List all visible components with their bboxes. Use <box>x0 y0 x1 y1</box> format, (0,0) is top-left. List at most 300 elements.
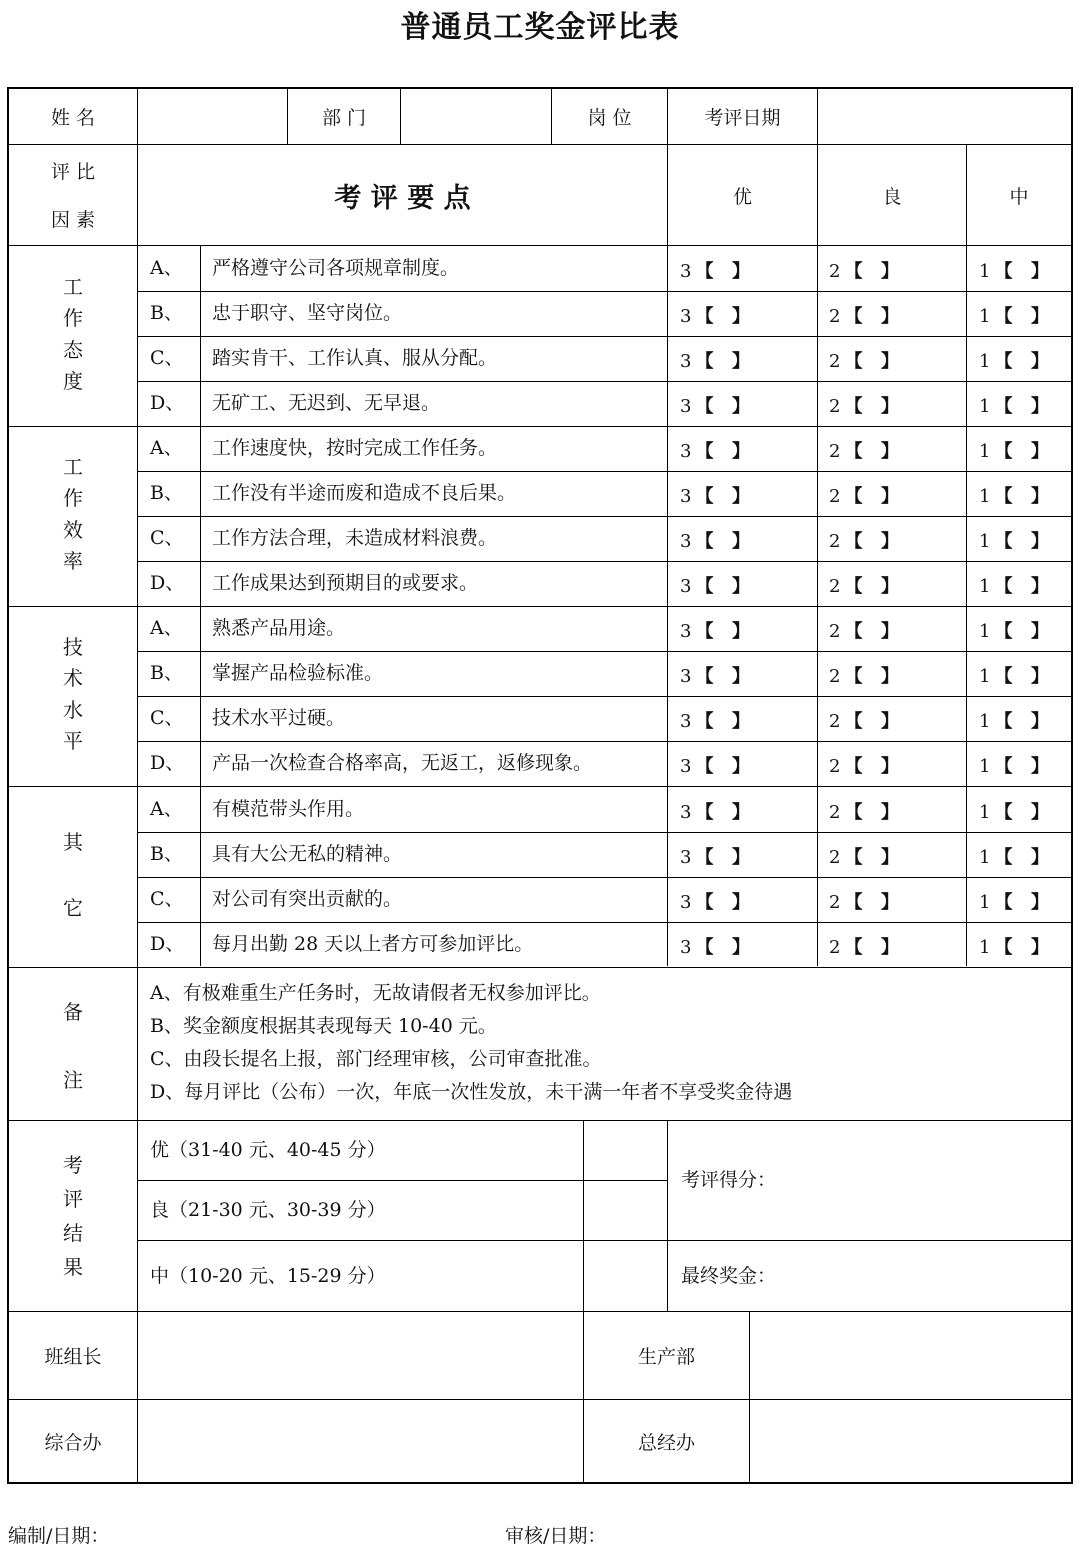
score-value: 3 <box>680 306 692 327</box>
grid-line <box>137 291 1072 292</box>
close-bracket: 】 <box>881 261 899 282</box>
good-score-box[interactable] <box>829 482 899 508</box>
score-value: 1 <box>979 531 991 552</box>
score-value: 2 <box>829 351 841 372</box>
close-bracket: 】 <box>881 666 899 687</box>
grid-line <box>966 145 967 245</box>
excellent-score-box[interactable] <box>680 257 750 283</box>
score-value: 1 <box>979 937 991 958</box>
grid-line <box>137 246 138 966</box>
team-leader-field[interactable] <box>138 1312 583 1399</box>
score-value: 3 <box>680 531 692 552</box>
gm-office-field[interactable] <box>750 1400 1071 1482</box>
open-bracket: 【 <box>844 441 863 462</box>
grid-line <box>137 877 1072 878</box>
item-letter: D、 <box>150 752 185 774</box>
good-score-box[interactable] <box>829 572 899 598</box>
excellent-header: 优 <box>732 185 752 208</box>
close-bracket: 】 <box>881 711 899 732</box>
medium-score-box[interactable] <box>979 798 1049 824</box>
open-bracket: 【 <box>994 711 1013 732</box>
open-bracket: 【 <box>695 531 714 552</box>
grid-line <box>8 1399 1072 1400</box>
open-bracket: 【 <box>695 486 714 507</box>
general-office-label: 综合办 <box>44 1431 102 1454</box>
close-bracket: 】 <box>1031 351 1049 372</box>
factor-char: 工 <box>63 275 83 299</box>
close-bracket: 】 <box>732 441 750 462</box>
excellent-score-box[interactable] <box>680 527 750 553</box>
close-bracket: 】 <box>1031 937 1049 958</box>
score-value: 1 <box>979 576 991 597</box>
good-score-box[interactable] <box>829 752 899 778</box>
points-header: 考 评 要 点 <box>334 182 471 214</box>
close-bracket: 】 <box>732 306 750 327</box>
item-text: 掌握产品检验标准。 <box>212 662 384 684</box>
item-text: 工作速度快，按时完成工作任务。 <box>212 437 498 459</box>
close-bracket: 】 <box>1031 396 1049 417</box>
close-bracket: 】 <box>881 486 899 507</box>
close-bracket: 】 <box>1031 441 1049 462</box>
medium-score-box[interactable] <box>979 527 1049 553</box>
item-letter: B、 <box>150 302 183 324</box>
item-letter: A、 <box>150 437 183 459</box>
close-bracket: 】 <box>732 802 750 823</box>
close-bracket: 】 <box>1031 756 1049 777</box>
medium-score-box[interactable] <box>979 257 1049 283</box>
close-bracket: 】 <box>881 802 899 823</box>
good-score-box[interactable] <box>829 888 899 914</box>
grid-line <box>667 1240 1072 1241</box>
item-text: 技术水平过硬。 <box>212 707 346 729</box>
item-letter: C、 <box>150 888 184 910</box>
general-office-field[interactable] <box>138 1400 583 1482</box>
item-text: 工作方法合理，未造成材料浪费。 <box>212 527 498 549</box>
good-header: 良 <box>882 185 902 208</box>
good-score-box[interactable] <box>829 933 899 959</box>
score-value: 2 <box>829 396 841 417</box>
dept-field[interactable] <box>401 88 551 144</box>
good-score-box[interactable] <box>829 302 899 328</box>
results-char: 结 <box>63 1221 83 1245</box>
score-value: 1 <box>979 441 991 462</box>
score-value: 2 <box>829 802 841 823</box>
excellent-score-box[interactable] <box>680 392 750 418</box>
grid-line <box>966 246 967 966</box>
medium-score-box[interactable] <box>979 888 1049 914</box>
good-score-box[interactable] <box>829 437 899 463</box>
grid-line <box>137 741 1072 742</box>
open-bracket: 【 <box>994 486 1013 507</box>
grid-line <box>8 426 1072 427</box>
factor-header-line1: 评 比 <box>50 160 96 183</box>
open-bracket: 【 <box>994 937 1013 958</box>
result-level-excellent: 优（31-40 元、40-45 分） <box>150 1139 386 1161</box>
open-bracket: 【 <box>695 576 714 597</box>
open-bracket: 【 <box>695 666 714 687</box>
score-value: 1 <box>979 621 991 642</box>
close-bracket: 】 <box>1031 621 1049 642</box>
close-bracket: 】 <box>1031 802 1049 823</box>
medium-check-cell[interactable] <box>584 1241 667 1311</box>
good-score-box[interactable] <box>829 617 899 643</box>
item-text: 具有大公无私的精神。 <box>212 843 403 865</box>
score-value: 1 <box>979 711 991 732</box>
close-bracket: 】 <box>881 351 899 372</box>
open-bracket: 【 <box>844 937 863 958</box>
prepared-by: 编制/日期： <box>8 1525 110 1547</box>
item-text: 严格遵守公司各项规章制度。 <box>212 257 460 279</box>
grid-line <box>137 145 138 245</box>
factor-char: 态 <box>63 337 83 362</box>
score-value: 3 <box>680 666 692 687</box>
open-bracket: 【 <box>994 576 1013 597</box>
good-check-cell[interactable] <box>584 1181 667 1240</box>
open-bracket: 【 <box>994 666 1013 687</box>
open-bracket: 【 <box>695 847 714 868</box>
score-value: 3 <box>680 576 692 597</box>
open-bracket: 【 <box>994 531 1013 552</box>
score-value: 2 <box>829 621 841 642</box>
item-letter: D、 <box>150 572 185 594</box>
close-bracket: 】 <box>1031 261 1049 282</box>
grid-line <box>137 651 1072 652</box>
open-bracket: 【 <box>695 937 714 958</box>
open-bracket: 【 <box>844 847 863 868</box>
medium-score-box[interactable] <box>979 347 1049 373</box>
score-value: 1 <box>979 666 991 687</box>
production-label: 生产部 <box>637 1346 695 1368</box>
remark-line: B、奖金额度根据其表现每天 10-40 元。 <box>150 1015 497 1037</box>
grid-line <box>137 696 1072 697</box>
open-bracket: 【 <box>695 396 714 417</box>
grid-line <box>667 88 668 144</box>
close-bracket: 】 <box>732 486 750 507</box>
grid-line <box>551 88 552 144</box>
item-text: 有模范带头作用。 <box>212 798 365 820</box>
score-value: 1 <box>979 756 991 777</box>
score-value: 2 <box>829 486 841 507</box>
item-letter: B、 <box>150 843 183 865</box>
open-bracket: 【 <box>994 306 1013 327</box>
open-bracket: 【 <box>844 486 863 507</box>
item-text: 每月出勤 28 天以上者方可参加评比。 <box>212 933 534 955</box>
dept-label: 部 门 <box>321 106 367 129</box>
open-bracket: 【 <box>844 261 863 282</box>
page-title: 普通员工奖金评比表 <box>400 10 680 45</box>
good-score-box[interactable] <box>829 843 899 869</box>
score-value: 3 <box>680 621 692 642</box>
grid-line <box>749 1311 750 1484</box>
factor-char: 技 <box>63 635 83 659</box>
results-char: 果 <box>63 1255 83 1279</box>
score-value: 2 <box>829 666 841 687</box>
factor-label <box>9 455 137 573</box>
score-value: 3 <box>680 711 692 732</box>
open-bracket: 【 <box>844 711 863 732</box>
close-bracket: 】 <box>881 937 899 958</box>
excellent-score-box[interactable] <box>680 482 750 508</box>
production-field[interactable] <box>750 1312 1071 1399</box>
open-bracket: 【 <box>844 531 863 552</box>
grid-line <box>817 88 818 144</box>
item-text: 工作没有半途而废和造成不良后果。 <box>212 482 517 504</box>
date-field[interactable] <box>818 88 1071 144</box>
item-text: 对公司有突出贡献的。 <box>212 888 403 910</box>
excellent-score-box[interactable] <box>680 933 750 959</box>
good-score-box[interactable] <box>829 257 899 283</box>
item-letter: B、 <box>150 662 183 684</box>
open-bracket: 【 <box>844 756 863 777</box>
close-bracket: 】 <box>1031 892 1049 913</box>
score-value: 1 <box>979 351 991 372</box>
item-letter: C、 <box>150 347 184 369</box>
grid-line <box>667 145 668 245</box>
open-bracket: 【 <box>994 261 1013 282</box>
close-bracket: 】 <box>1031 531 1049 552</box>
item-letter: B、 <box>150 482 183 504</box>
close-bracket: 】 <box>1031 711 1049 732</box>
score-value: 2 <box>829 756 841 777</box>
excellent-score-box[interactable] <box>680 302 750 328</box>
open-bracket: 【 <box>695 621 714 642</box>
score-value: 3 <box>680 486 692 507</box>
name-field[interactable] <box>138 88 287 144</box>
medium-score-box[interactable] <box>979 933 1049 959</box>
close-bracket: 】 <box>732 621 750 642</box>
score-value: 3 <box>680 396 692 417</box>
good-score-box[interactable] <box>829 527 899 553</box>
grid-line <box>8 144 1072 145</box>
score-value: 2 <box>829 531 841 552</box>
result-level-medium: 中（10-20 元、15-29 分） <box>150 1265 386 1287</box>
grid-line <box>287 88 288 144</box>
close-bracket: 】 <box>881 847 899 868</box>
good-score-box[interactable] <box>829 707 899 733</box>
open-bracket: 【 <box>844 621 863 642</box>
close-bracket: 】 <box>732 847 750 868</box>
score-value: 2 <box>829 711 841 732</box>
factor-label <box>9 830 137 920</box>
open-bracket: 【 <box>695 892 714 913</box>
close-bracket: 】 <box>732 261 750 282</box>
score-label: 考评得分： <box>681 1169 777 1191</box>
close-bracket: 】 <box>732 576 750 597</box>
excellent-score-box[interactable] <box>680 843 750 869</box>
score-value: 3 <box>680 802 692 823</box>
result-level-good: 良（21-30 元、30-39 分） <box>150 1199 386 1221</box>
close-bracket: 】 <box>732 351 750 372</box>
close-bracket: 】 <box>732 531 750 552</box>
open-bracket: 【 <box>994 396 1013 417</box>
good-score-box[interactable] <box>829 798 899 824</box>
reviewed-by: 审核/日期： <box>505 1525 607 1547</box>
factor-char: 其 <box>63 830 83 854</box>
score-value: 2 <box>829 441 841 462</box>
excellent-score-box[interactable] <box>680 662 750 688</box>
remarks-label <box>9 1000 137 1092</box>
grid-line <box>137 381 1072 382</box>
close-bracket: 】 <box>881 441 899 462</box>
factor-char: 水 <box>63 697 83 722</box>
grid-line <box>667 1120 668 1311</box>
close-bracket: 】 <box>1031 306 1049 327</box>
excellent-check-cell[interactable] <box>584 1121 667 1180</box>
factor-label <box>9 275 137 393</box>
score-value: 2 <box>829 261 841 282</box>
gm-office-label: 总经办 <box>637 1431 695 1454</box>
post-label: 岗 位 <box>587 106 632 129</box>
factor-char: 度 <box>63 368 83 393</box>
score-value: 1 <box>979 892 991 913</box>
grid-line <box>8 1311 1072 1312</box>
factor-char: 作 <box>63 306 83 331</box>
grid-line <box>137 561 1072 562</box>
close-bracket: 】 <box>732 937 750 958</box>
excellent-score-box[interactable] <box>680 437 750 463</box>
grid-line <box>817 246 818 966</box>
open-bracket: 【 <box>695 306 714 327</box>
factor-char: 它 <box>63 896 83 920</box>
grid-line <box>137 832 1072 833</box>
excellent-score-box[interactable] <box>680 888 750 914</box>
score-value: 3 <box>680 892 692 913</box>
close-bracket: 】 <box>881 306 899 327</box>
score-value: 3 <box>680 441 692 462</box>
open-bracket: 【 <box>695 261 714 282</box>
item-letter: C、 <box>150 527 184 549</box>
close-bracket: 】 <box>1031 666 1049 687</box>
results-label <box>9 1153 137 1279</box>
factor-char: 率 <box>63 548 83 573</box>
close-bracket: 】 <box>881 531 899 552</box>
grid-line <box>817 145 818 245</box>
grid-line <box>667 246 668 966</box>
grid-line <box>200 246 201 966</box>
medium-score-box[interactable] <box>979 617 1049 643</box>
open-bracket: 【 <box>695 756 714 777</box>
grid-line <box>137 88 138 144</box>
medium-score-box[interactable] <box>979 662 1049 688</box>
grid-line <box>583 1120 584 1484</box>
score-value: 2 <box>829 937 841 958</box>
good-score-box[interactable] <box>829 662 899 688</box>
open-bracket: 【 <box>844 892 863 913</box>
medium-score-box[interactable] <box>979 482 1049 508</box>
grid-line <box>137 922 1072 923</box>
good-score-box[interactable] <box>829 347 899 373</box>
open-bracket: 【 <box>994 351 1013 372</box>
item-letter: C、 <box>150 707 184 729</box>
item-text: 工作成果达到预期目的或要求。 <box>212 572 479 594</box>
excellent-score-box[interactable] <box>680 347 750 373</box>
open-bracket: 【 <box>844 306 863 327</box>
excellent-score-box[interactable] <box>680 572 750 598</box>
close-bracket: 】 <box>732 892 750 913</box>
grid-line <box>137 516 1072 517</box>
good-score-box[interactable] <box>829 392 899 418</box>
item-text: 踏实肯干、工作认真、服从分配。 <box>212 347 498 369</box>
score-value: 3 <box>680 937 692 958</box>
grid-line <box>137 1120 138 1484</box>
score-value: 3 <box>680 351 692 372</box>
item-letter: A、 <box>150 798 183 820</box>
medium-score-box[interactable] <box>979 752 1049 778</box>
close-bracket: 】 <box>732 756 750 777</box>
close-bracket: 】 <box>881 892 899 913</box>
item-letter: A、 <box>150 617 183 639</box>
excellent-score-box[interactable] <box>680 617 750 643</box>
open-bracket: 【 <box>994 621 1013 642</box>
factor-char: 术 <box>63 666 83 691</box>
open-bracket: 【 <box>844 576 863 597</box>
bonus-label: 最终奖金： <box>681 1265 777 1287</box>
item-text: 熟悉产品用途。 <box>212 617 346 639</box>
excellent-score-box[interactable] <box>680 798 750 824</box>
close-bracket: 】 <box>1031 576 1049 597</box>
grid-line <box>8 606 1072 607</box>
factor-header-line2: 因 素 <box>50 208 96 231</box>
score-value: 2 <box>829 306 841 327</box>
open-bracket: 【 <box>695 711 714 732</box>
close-bracket: 】 <box>881 756 899 777</box>
score-value: 1 <box>979 486 991 507</box>
grid-line <box>137 1180 667 1181</box>
medium-score-box[interactable] <box>979 572 1049 598</box>
open-bracket: 【 <box>994 892 1013 913</box>
score-value: 1 <box>979 261 991 282</box>
open-bracket: 【 <box>695 351 714 372</box>
close-bracket: 】 <box>1031 486 1049 507</box>
item-letter: D、 <box>150 392 185 414</box>
open-bracket: 【 <box>695 802 714 823</box>
close-bracket: 】 <box>732 396 750 417</box>
medium-score-box[interactable] <box>979 437 1049 463</box>
medium-score-box[interactable] <box>979 302 1049 328</box>
medium-score-box[interactable] <box>979 707 1049 733</box>
grid-line <box>400 88 401 144</box>
open-bracket: 【 <box>994 847 1013 868</box>
remarks-char: 备 <box>63 1000 83 1024</box>
open-bracket: 【 <box>994 441 1013 462</box>
item-text: 无矿工、无迟到、无早退。 <box>212 392 441 414</box>
remark-line: C、由段长提名上报，部门经理审核，公司审查批准。 <box>150 1048 602 1070</box>
item-text: 产品一次检查合格率高，无返工，返修现象。 <box>212 752 593 774</box>
medium-score-box[interactable] <box>979 392 1049 418</box>
factor-char: 工 <box>63 455 83 479</box>
close-bracket: 】 <box>881 576 899 597</box>
open-bracket: 【 <box>695 441 714 462</box>
close-bracket: 】 <box>881 621 899 642</box>
factor-label <box>9 635 137 753</box>
excellent-score-box[interactable] <box>680 707 750 733</box>
remark-line: D、每月评比（公布）一次，年底一次性发放，未干满一年者不享受奖金待遇 <box>150 1081 793 1103</box>
medium-header: 中 <box>1009 185 1029 208</box>
grid-line <box>137 966 138 1120</box>
score-value: 1 <box>979 847 991 868</box>
factor-char: 效 <box>63 517 83 542</box>
grid-line <box>8 967 1072 968</box>
factor-char: 平 <box>63 728 83 753</box>
open-bracket: 【 <box>844 351 863 372</box>
score-value: 3 <box>680 756 692 777</box>
score-value: 3 <box>680 847 692 868</box>
medium-score-box[interactable] <box>979 843 1049 869</box>
close-bracket: 】 <box>732 666 750 687</box>
open-bracket: 【 <box>994 756 1013 777</box>
excellent-score-box[interactable] <box>680 752 750 778</box>
close-bracket: 】 <box>881 396 899 417</box>
